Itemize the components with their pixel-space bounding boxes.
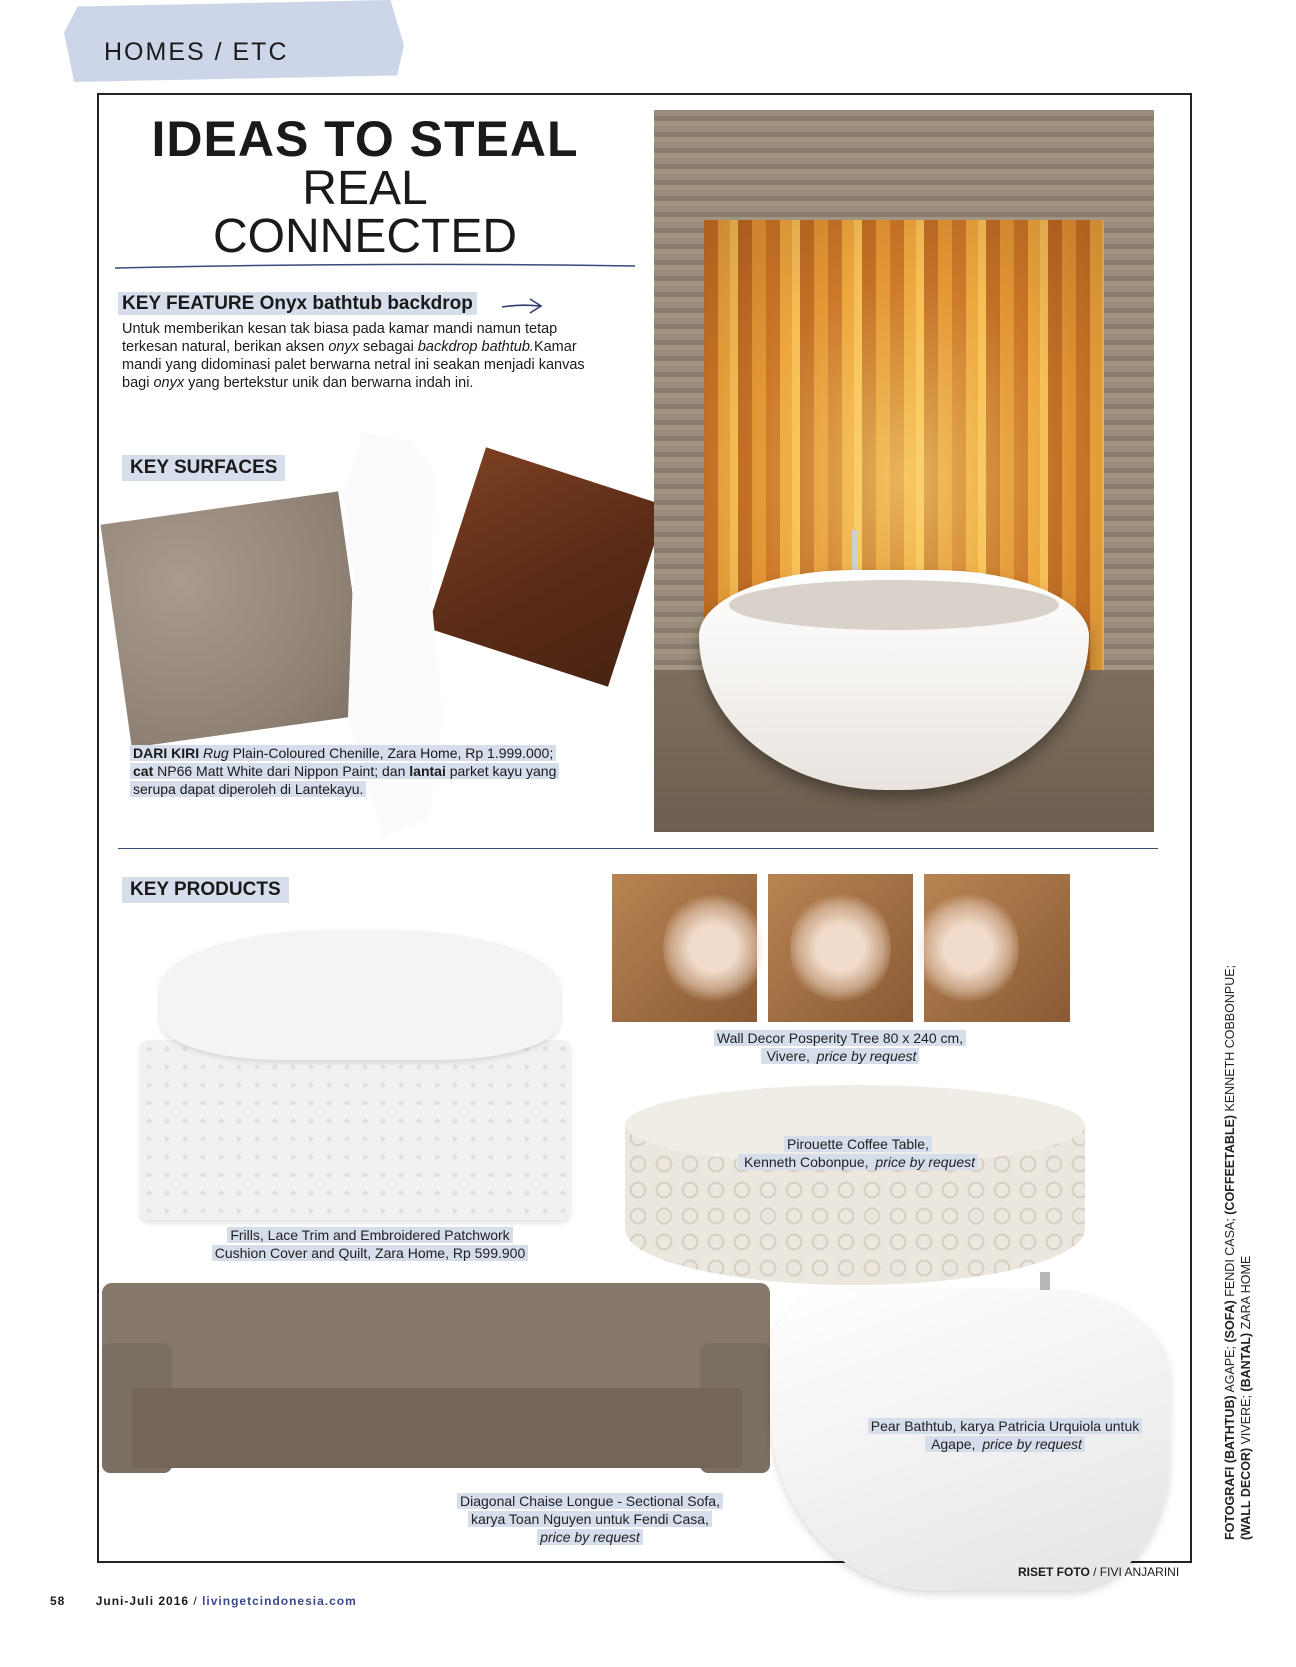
photo-credits: FOTOGRAFI (BATHTUB) AGAPE; (SOFA) FENDI CASA; (COFFEETABLE) KENNETH COBBONPUE; (WALL DECOR) VIVERE; (BANTAL) ZARA HOME: [1223, 964, 1253, 1540]
photo-research-credit: RISET FOTO / FIVI ANJARINI: [1018, 1565, 1180, 1579]
coffee-table-image: [625, 1085, 1085, 1285]
page-footer: 58 Juni-Juli 2016 / livingetcindonesia.com: [50, 1594, 357, 1608]
onyx-bathroom-photo: [654, 110, 1154, 832]
arrow-right-icon: [500, 296, 544, 316]
website-link[interactable]: livingetcindonesia.com: [202, 1594, 357, 1608]
key-products-label: KEY PRODUCTS: [122, 877, 289, 903]
wall-decor-image: [612, 874, 1070, 1022]
issue-date: Juni-Juli 2016: [95, 1594, 190, 1608]
quilt-image: [140, 1040, 570, 1220]
bedding-image: [140, 930, 570, 1220]
headline-real: REAL: [302, 162, 428, 215]
sofa-caption: Diagonal Chaise Longue - Sectional Sofa, karya Toan Nguyen untuk Fendi Casa, price by request: [380, 1492, 800, 1546]
sectional-sofa-image: [102, 1283, 770, 1483]
coffee-table-caption: Pirouette Coffee Table, Kenneth Cobonpue, price by request: [628, 1135, 1088, 1171]
pillow-image: [160, 930, 560, 1060]
section-divider: [118, 848, 1158, 849]
key-surfaces-label: KEY SURFACES: [122, 455, 285, 481]
title-underline: [115, 262, 635, 272]
headline-ideas-to-steal: IDEAS TO STEAL: [151, 111, 579, 167]
section-label: HOMES / ETC: [104, 38, 289, 66]
bathtub-caption: Pear Bathtub, karya Patricia Urquiola untuk Agape, price by request: [840, 1417, 1170, 1453]
wall-decor-caption: Wall Decor Posperity Tree 80 x 240 cm, Vivere, price by request: [610, 1029, 1070, 1065]
rug-swatch-image: [101, 491, 370, 747]
key-feature-subject: Onyx bathtub backdrop: [259, 293, 473, 314]
page-number: 58: [50, 1594, 66, 1608]
key-feature-heading: [118, 293, 477, 315]
key-feature-body: Untuk memberikan kesan tak biasa pada kamar mandi namun tetap terkesan natural, berikan aksen onyx sebagai backdrop bathtub.Kamar mandi yang didominasi palet berwarna netral ini seakan menjadi kanvas bagi onyx yang bertekstur unik dan berwarna indah ini.: [122, 321, 585, 391]
bedding-caption: Frills, Lace Trim and Embroidered Patchwork Cushion Cover and Quilt, Zara Home, Rp 599.900: [140, 1226, 600, 1262]
headline-connected: CONNECTED: [212, 210, 517, 263]
key-surfaces-caption: DARI KIRI Rug Plain-Coloured Chenille, Zara Home, Rp 1.999.000; cat NP66 Matt White dari Nippon Paint; dan lantai parket kayu yang serupa dapat diperoleh di Lantekayu.: [130, 744, 610, 798]
key-feature-label: KEY FEATURE: [122, 293, 255, 314]
